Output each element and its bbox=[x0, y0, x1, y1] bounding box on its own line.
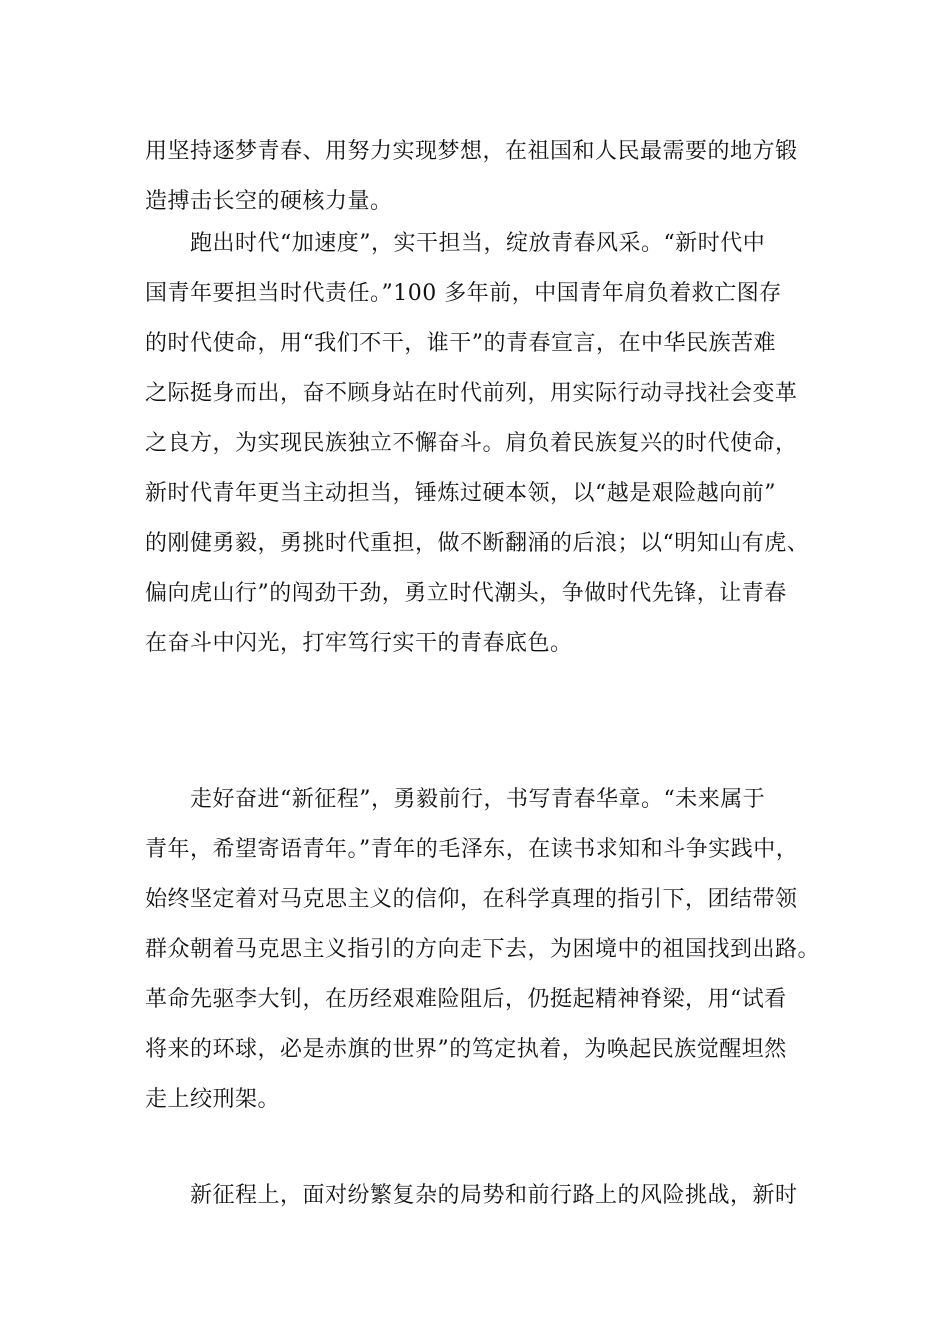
paragraph-3 bbox=[145, 775, 821, 1125]
text-line: 新时代青年更当主动担当，锤炼过硬本领，以“越是艰险越向前” bbox=[145, 481, 776, 506]
text-line: 革命先驱李大钊，在历经艰难险阻后，仍挺起精神脊梁，用“试看 bbox=[145, 987, 787, 1012]
text-line: 用坚持逐梦青春、用努力实现梦想，在祖国和人民最需要的地方锻 bbox=[145, 139, 798, 164]
text-line: 始终坚定着对马克思主义的信仰，在科学真理的指引下，团结带领 bbox=[145, 887, 798, 912]
text-line: 的时代使命，用“我们不干，谁干”的青春宣言，在中华民族苦难 bbox=[145, 331, 776, 356]
text-line: 国青年要担当时代责任。”100 多年前，中国青年肩负着救亡图存 bbox=[145, 281, 782, 306]
paragraph-4 bbox=[145, 1171, 815, 1221]
text-line: 走上绞刑架。 bbox=[145, 1087, 281, 1112]
paragraph-2 bbox=[145, 219, 815, 669]
text-line: 跑出时代“加速度”，实干担当，绽放青春风采。“新时代中 bbox=[145, 231, 766, 256]
text-line: 新征程上，面对纷繁复杂的局势和前行路上的风险挑战，新时 bbox=[145, 1183, 798, 1208]
text-line: 走好奋进“新征程”，勇毅前行，书写青春华章。“未来属于 bbox=[145, 787, 766, 812]
text-line: 将来的环球，必是赤旗的世界”的笃定执着，为唤起民族觉醒坦然 bbox=[145, 1037, 787, 1062]
text-line: 造搏击长空的硬核力量。 bbox=[145, 189, 393, 214]
text-line: 之际挺身而出，奋不顾身站在时代前列，用实际行动寻找社会变革 bbox=[145, 381, 798, 406]
text-line: 青年，希望寄语青年。”青年的毛泽东，在读书求知和斗争实践中， bbox=[145, 837, 799, 862]
text-line: 之良方，为实现民族独立不懈奋斗。肩负着民族复兴的时代使命， bbox=[145, 431, 798, 456]
paragraph-1 bbox=[145, 127, 815, 227]
text-line: 的刚健勇毅，勇挑时代重担，做不断翻涌的后浪；以“明知山有虎、 bbox=[145, 531, 810, 556]
text-line: 在奋斗中闪光，打牢笃行实干的青春底色。 bbox=[145, 631, 573, 656]
text-line: 群众朝着马克思主义指引的方向走下去，为困境中的祖国找到出路。 bbox=[145, 937, 821, 962]
text-line: 偏向虎山行”的闯劲干劲，勇立时代潮头，争做时代先锋，让青春 bbox=[145, 581, 787, 606]
